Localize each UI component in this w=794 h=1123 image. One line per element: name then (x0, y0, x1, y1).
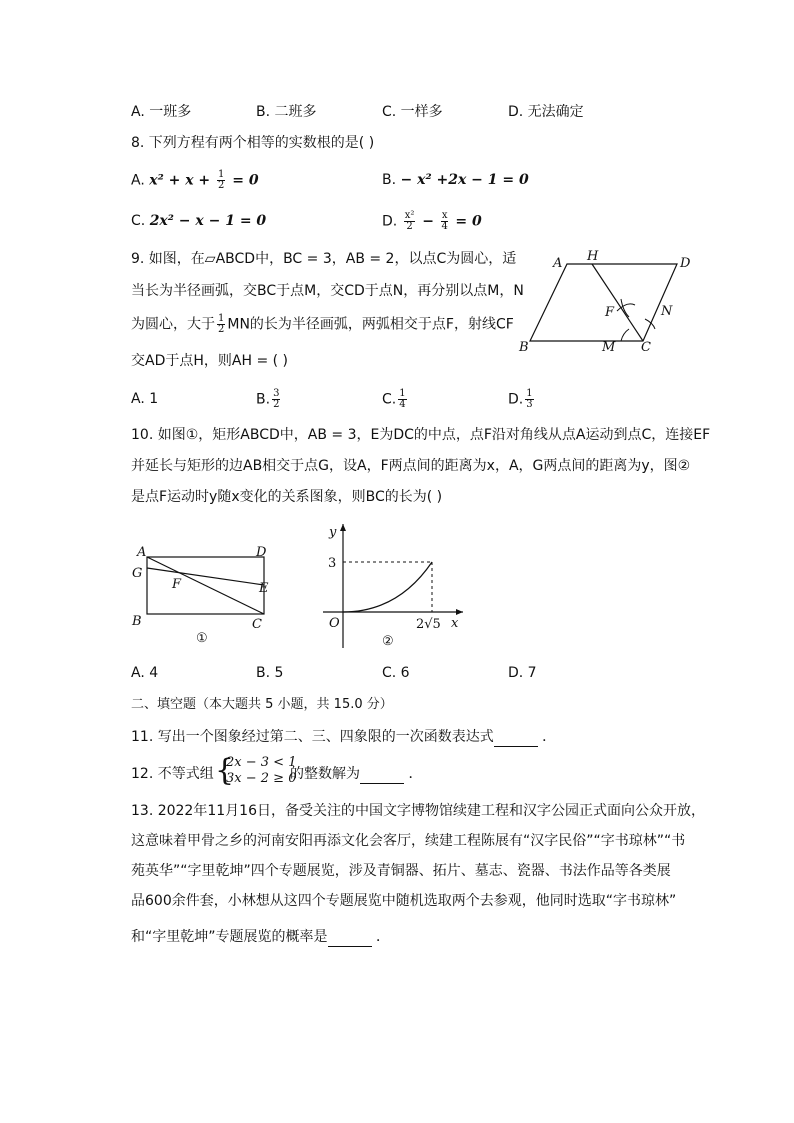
q10-line-3: 是点F运动时y随x变化的关系图象，则BC的长为( ) (131, 489, 443, 505)
q7-option-b: B. 二班多 (256, 104, 317, 120)
label-e: E (259, 581, 269, 596)
segment-ge (147, 568, 264, 585)
q13-line-4: 品600余件套，小林想从这四个专题展览中随机选取两个去参观，他同时选取“字书琼林” (131, 893, 677, 909)
q10-option-c: C. 6 (382, 665, 410, 681)
diagonal-ac (147, 557, 264, 614)
q10-option-a: A. 4 (131, 665, 159, 681)
q13-line-5: 和“字里乾坤”专题展览的概率是 ． (131, 929, 390, 945)
q13-line-2: 这意味着甲骨之乡的河南安阳再添文化会客厅，续建工程陈展有“汉字民俗”“字书琼林”“书 (131, 833, 686, 849)
x-axis-arrow (456, 609, 463, 615)
q12-prefix: 12. 不等式组 (131, 766, 214, 782)
q12-inequality-1: 2x − 3 < 1 (226, 755, 297, 770)
q9-option-b: B. $\frac{3}{2}$ (256, 388, 280, 410)
label-m: M (602, 340, 616, 355)
label-x: x (451, 616, 459, 631)
q8-option-c: C. 2x² − x − 1 = 0 (131, 213, 267, 229)
q7-option-c: C. 一样多 (382, 104, 443, 120)
q12-inequality-2: 3x − 2 ≥ 0 (226, 771, 297, 786)
label-y: y (329, 525, 337, 540)
parallelogram-abcd (530, 264, 677, 341)
q9-option-a: A. 1 (131, 391, 159, 407)
label-origin: O (329, 616, 340, 631)
label-b: B (519, 340, 529, 355)
q8-stem: 8. 下列方程有两个相等的实数根的是( ) (131, 135, 375, 151)
q10-line-1: 10. 如图①，矩形ABCD中，AB = 3，E为DC的中点，点F沿对角线从点A运动到点C，连接EF (131, 427, 711, 443)
q10-option-b: B. 5 (256, 665, 284, 681)
q9-parallelogram-figure (515, 245, 715, 355)
q9-option-c: C. $\frac{1}{4}$ (382, 388, 406, 410)
section-2-title: 二、填空题（本大题共 5 小题，共 15.0 分） (131, 697, 393, 712)
label-2sqrt5: 2√5 (416, 617, 441, 632)
curve (343, 562, 432, 612)
q9-line-2: 当长为半径画弧，交BC于点M，交CD于点N，再分别以点M，N (131, 283, 524, 299)
label-c: C (252, 617, 262, 632)
q13-line-1: 13. 2022年11月16日，备受关注的中国文字博物馆续建工程和汉字公园正式面向公众开放， (131, 803, 705, 819)
caption-1: ① (196, 631, 208, 646)
caption-2: ② (382, 634, 394, 649)
arc-m (621, 329, 629, 341)
q10-rectangle-figure (128, 540, 278, 650)
q10-graph-figure (318, 518, 468, 650)
q11-answer-blank[interactable] (494, 732, 538, 747)
label-n: N (661, 304, 673, 319)
y-axis-arrow (340, 524, 346, 531)
label-f: F (605, 305, 615, 320)
q11: 11. 写出一个图象经过第二、三、四象限的一次函数表达式 ． (131, 729, 557, 745)
ray-cf (592, 264, 643, 341)
label-d: D (680, 256, 691, 271)
q8-option-a: A. x² + x + $\frac{1}{2}$ = 0 (131, 169, 259, 191)
q10-line-2: 并延长与矩形的边AB相交于点G，设A，F两点间的距离为x，A，G两点间的距离为y，图② (131, 458, 691, 474)
q7-option-d: D. 无法确定 (508, 104, 584, 120)
q12-suffix: 的整数解为 ． (290, 766, 423, 782)
q12-answer-blank[interactable] (360, 769, 404, 784)
q7-option-a: A. 一班多 (131, 104, 192, 120)
label-f: F (172, 577, 182, 592)
q8-option-d: D. $\frac{\text{x²}}{2}$ − $\frac{x}{4}$ = 0 (382, 210, 482, 232)
label-b: B (132, 614, 142, 629)
q13-line-3: 苑英华”“字里乾坤”四个专题展览，涉及青铜器、拓片、墓志、瓷器、书法作品等各类展 (131, 863, 671, 879)
label-g: G (132, 566, 143, 581)
q9-line-4: 交AD于点H，则AH = ( ) (131, 353, 288, 369)
q8-option-b: B. − x² +2x − 1 = 0 (382, 172, 529, 188)
q10-option-d: D. 7 (508, 665, 537, 681)
q9-line-3: 为圆心，大于 $\frac{1}{2}$ MN的长为半径画弧，两弧相交于点F，射线CF (131, 313, 514, 335)
label-a: A (553, 256, 563, 271)
label-d: D (256, 545, 267, 560)
q13-answer-blank[interactable] (328, 932, 372, 947)
q9-option-d: D. $\frac{1}{3}$ (508, 388, 533, 410)
label-h: H (587, 249, 599, 264)
label-three: 3 (328, 556, 337, 571)
q9-line-1: 9. 如图，在▱ABCD中，BC = 3，AB = 2，以点C为圆心，适 (131, 251, 517, 267)
q12-brace: { (215, 753, 235, 788)
label-c: C (641, 340, 651, 355)
label-a: A (137, 545, 147, 560)
